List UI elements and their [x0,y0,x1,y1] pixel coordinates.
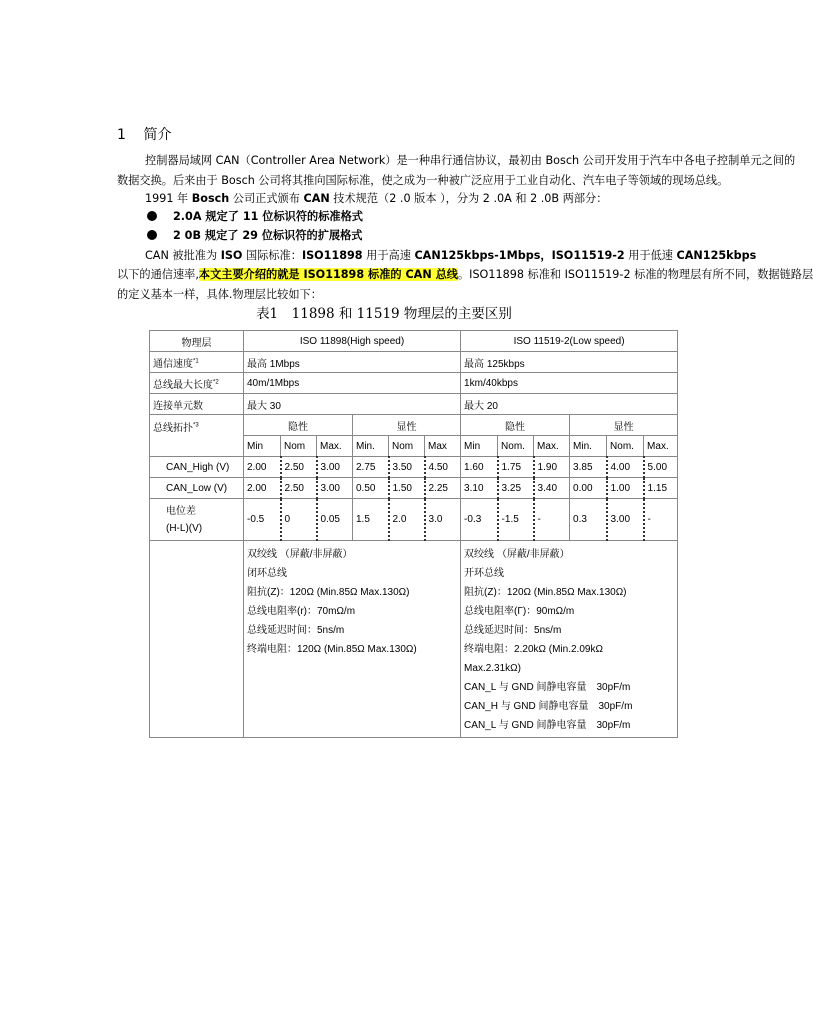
table-caption: 表1 11898 和 11519 物理层的主要区别 [256,306,512,322]
row-label [150,499,244,541]
note-line: 终端电阻：120Ω (Min.85Ω Max.130Ω) [247,644,417,655]
table-cell: -0.3 [461,499,498,541]
header-cell: ISO 11898(High speed) [244,331,461,352]
iso-text: 的定义基本一样，具体.物理层比较如下： [117,288,322,301]
col-header: Min. [353,436,389,457]
table-header-row [150,331,678,352]
note-line: 开环总线 [464,568,505,579]
row-label-text: (H-L)(V) [166,522,203,534]
iso-text: 用于低速 [624,249,677,262]
row-label: CAN_High (V) [150,457,244,478]
col-header: Nom. [607,436,644,457]
col-header: Nom [281,436,317,457]
table-row [150,373,678,394]
table-cell: 1km/40kbps [461,373,678,394]
table-cell: 2.00 [244,457,281,478]
note-line: 阻抗(Z)：120Ω (Min.85Ω Max.130Ω) [247,587,410,598]
footnote-mark: *3 [193,422,199,429]
table-cell: -0.5 [244,499,281,541]
table-cell: - [644,499,678,541]
footnote-mark: *1 [193,358,199,365]
note-line: 总线延迟时间：5ns/m [247,625,345,636]
iso-text: 用于高速 [362,249,415,262]
row-label-text: 总线拓扑 [153,423,193,434]
table-cell: 3.25 [498,478,534,499]
iso-paragraph-line-2 [117,265,813,285]
table-cell: 0.00 [570,478,607,499]
table-cell: 最大 30 [244,394,461,415]
note-line: 闭环总线 [247,568,287,579]
table-cell [150,541,244,738]
bullet-dot-icon [147,211,157,221]
table-cell: 5.00 [644,457,678,478]
table-cell: 0.3 [570,499,607,541]
iso-bold: ISO11898 [301,249,363,262]
iso-text: CAN 被批准为 [145,249,221,262]
state-header: 显性 [570,415,678,436]
col-header: Min. [570,436,607,457]
table-cell: 40m/1Mbps [244,373,461,394]
table-cell: 3.85 [570,457,607,478]
header-cell: ISO 11519-2(Low speed) [461,331,678,352]
table-cell: 3.00 [607,499,644,541]
note-line: CAN_H 与 GND 间静电容量 30pF/m [464,701,633,712]
note-line: CAN_L 与 GND 间静电容量 30pF/m [464,682,631,693]
iso-bold: ISO [220,249,243,262]
iso-text: 以下的通信速率, [117,268,199,281]
table-row [150,457,678,478]
row-label [150,373,244,394]
table-cell: 0.05 [317,499,353,541]
intro-line-2: 数据交换。后来由于 Bosch 公司将其推向国际标准，使之成为一种被广泛应用于工业自动化、汽车电子等领域的现场总线。 [117,173,729,187]
intro-paragraph [117,151,796,190]
history-bold-can: CAN [303,192,330,205]
table-cell: 2.75 [353,457,389,478]
iso-text: 。ISO11898 标准和 ISO11519-2 标准的物理层有所不同，数据链路层 [457,268,813,281]
col-header: Nom. [498,436,534,457]
bullet-text: 2.0A 规定了 11 位标识符的标准格式 [173,210,363,223]
col-header: Min [461,436,498,457]
table-row [150,499,678,541]
col-header: Min [244,436,281,457]
table-cell: 3.40 [534,478,570,499]
row-label [150,415,244,457]
table-cell: 1.50 [389,478,425,499]
note-line: 总线延迟时间：5ns/m [464,625,562,636]
table-cell: 3.00 [317,457,353,478]
table-cell: 3.10 [461,478,498,499]
col-header: Max. [534,436,570,457]
table-cell: 3.50 [389,457,425,478]
col-header: Nom [389,436,425,457]
table-cell: 1.60 [461,457,498,478]
bullet-dot-icon [147,230,157,240]
table-cell: 2.50 [281,478,317,499]
bullet-item [147,208,363,224]
high-speed-notes [244,541,461,738]
col-header: Max. [317,436,353,457]
col-header: Max [425,436,461,457]
table-cell: 1.15 [644,478,678,499]
row-label-text: 总线最大长度 [153,379,213,391]
table-cell: 1.90 [534,457,570,478]
table-cell: 3.00 [317,478,353,499]
iso-text: 国际标准： [242,249,302,262]
physical-layer-table [149,330,678,738]
intro-line-1: 控制器局域网 CAN（Controller Area Network）是一种串行通信协议，最初由 Bosch 公司开发用于汽车中各电子控制单元之间的 [145,154,796,167]
table-row [150,394,678,415]
note-line: 双绞线 （屏蔽/非屏蔽） [464,549,570,560]
history-paragraph [145,189,685,209]
row-label: 连接单元数 [150,394,244,415]
table-cell: - [534,499,570,541]
col-header: Max. [644,436,678,457]
note-line: 总线电阻率(Γ)：90mΩ/m [464,606,575,617]
table-cell: 1.5 [353,499,389,541]
history-text: 1991 年 [145,192,192,205]
iso-bold: CAN125kbps [676,249,757,262]
table-cell: 1.75 [498,457,534,478]
note-line: 阻抗(Z)：120Ω (Min.85Ω Max.130Ω) [464,587,627,598]
state-header: 隐性 [244,415,353,436]
table-cell: 最高 125kbps [461,352,678,373]
table-row [150,541,678,738]
footnote-mark: *2 [213,379,219,386]
iso-paragraph-line-1 [145,246,757,266]
table-cell: -1.5 [498,499,534,541]
section-title: 简介 [143,127,172,143]
note-line: 双绞线 （屏蔽/非屏蔽） [247,549,353,560]
state-header: 隐性 [461,415,570,436]
table-cell: 2.0 [389,499,425,541]
history-text: 公司正式颁布 [229,192,304,205]
table-cell: 2.00 [244,478,281,499]
state-header: 显性 [353,415,461,436]
note-line: 总线电阻率(r)：70mΩ/m [247,606,356,617]
row-label: CAN_Low (V) [150,478,244,499]
table-cell: 1.00 [607,478,644,499]
note-line: CAN_L 与 GND 间静电容量 30pF/m [464,720,631,731]
history-bold-bosch: Bosch [191,192,230,205]
table-cell: 最高 1Mbps [244,352,461,373]
row-label [150,352,244,373]
note-line: Max.2.31kΩ) [464,663,521,674]
row-label-text: 电位差 [166,505,196,517]
history-text: 技术规范（2 .0 版本 ），分为 2 .0A 和 2 .0B 两部分： [329,192,608,205]
table-row [150,478,678,499]
header-cell: 物理层 [150,331,244,352]
row-label-text: 通信速度 [153,358,193,370]
table-cell: 3.0 [425,499,461,541]
table-cell: 2.25 [425,478,461,499]
table-row [150,415,678,436]
note-line: 终端电阻：2.20kΩ (Min.2.09kΩ [464,644,603,655]
table-cell: 0.50 [353,478,389,499]
low-speed-notes [461,541,678,738]
section-number: 1 [117,127,126,143]
table-cell: 0 [281,499,317,541]
iso-bold: CAN125kbps-1Mbps，ISO11519-2 [414,249,625,262]
bullet-item [147,227,363,243]
section-heading [117,124,171,144]
table-cell: 2.50 [281,457,317,478]
table-cell: 4.50 [425,457,461,478]
bullet-text: 2 0B 规定了 29 位标识符的扩展格式 [173,229,363,242]
table-row [150,352,678,373]
table-cell: 4.00 [607,457,644,478]
table-cell: 最大 20 [461,394,678,415]
highlighted-text: 本文主要介绍的就是 ISO11898 标准的 CAN 总线 [198,268,458,281]
